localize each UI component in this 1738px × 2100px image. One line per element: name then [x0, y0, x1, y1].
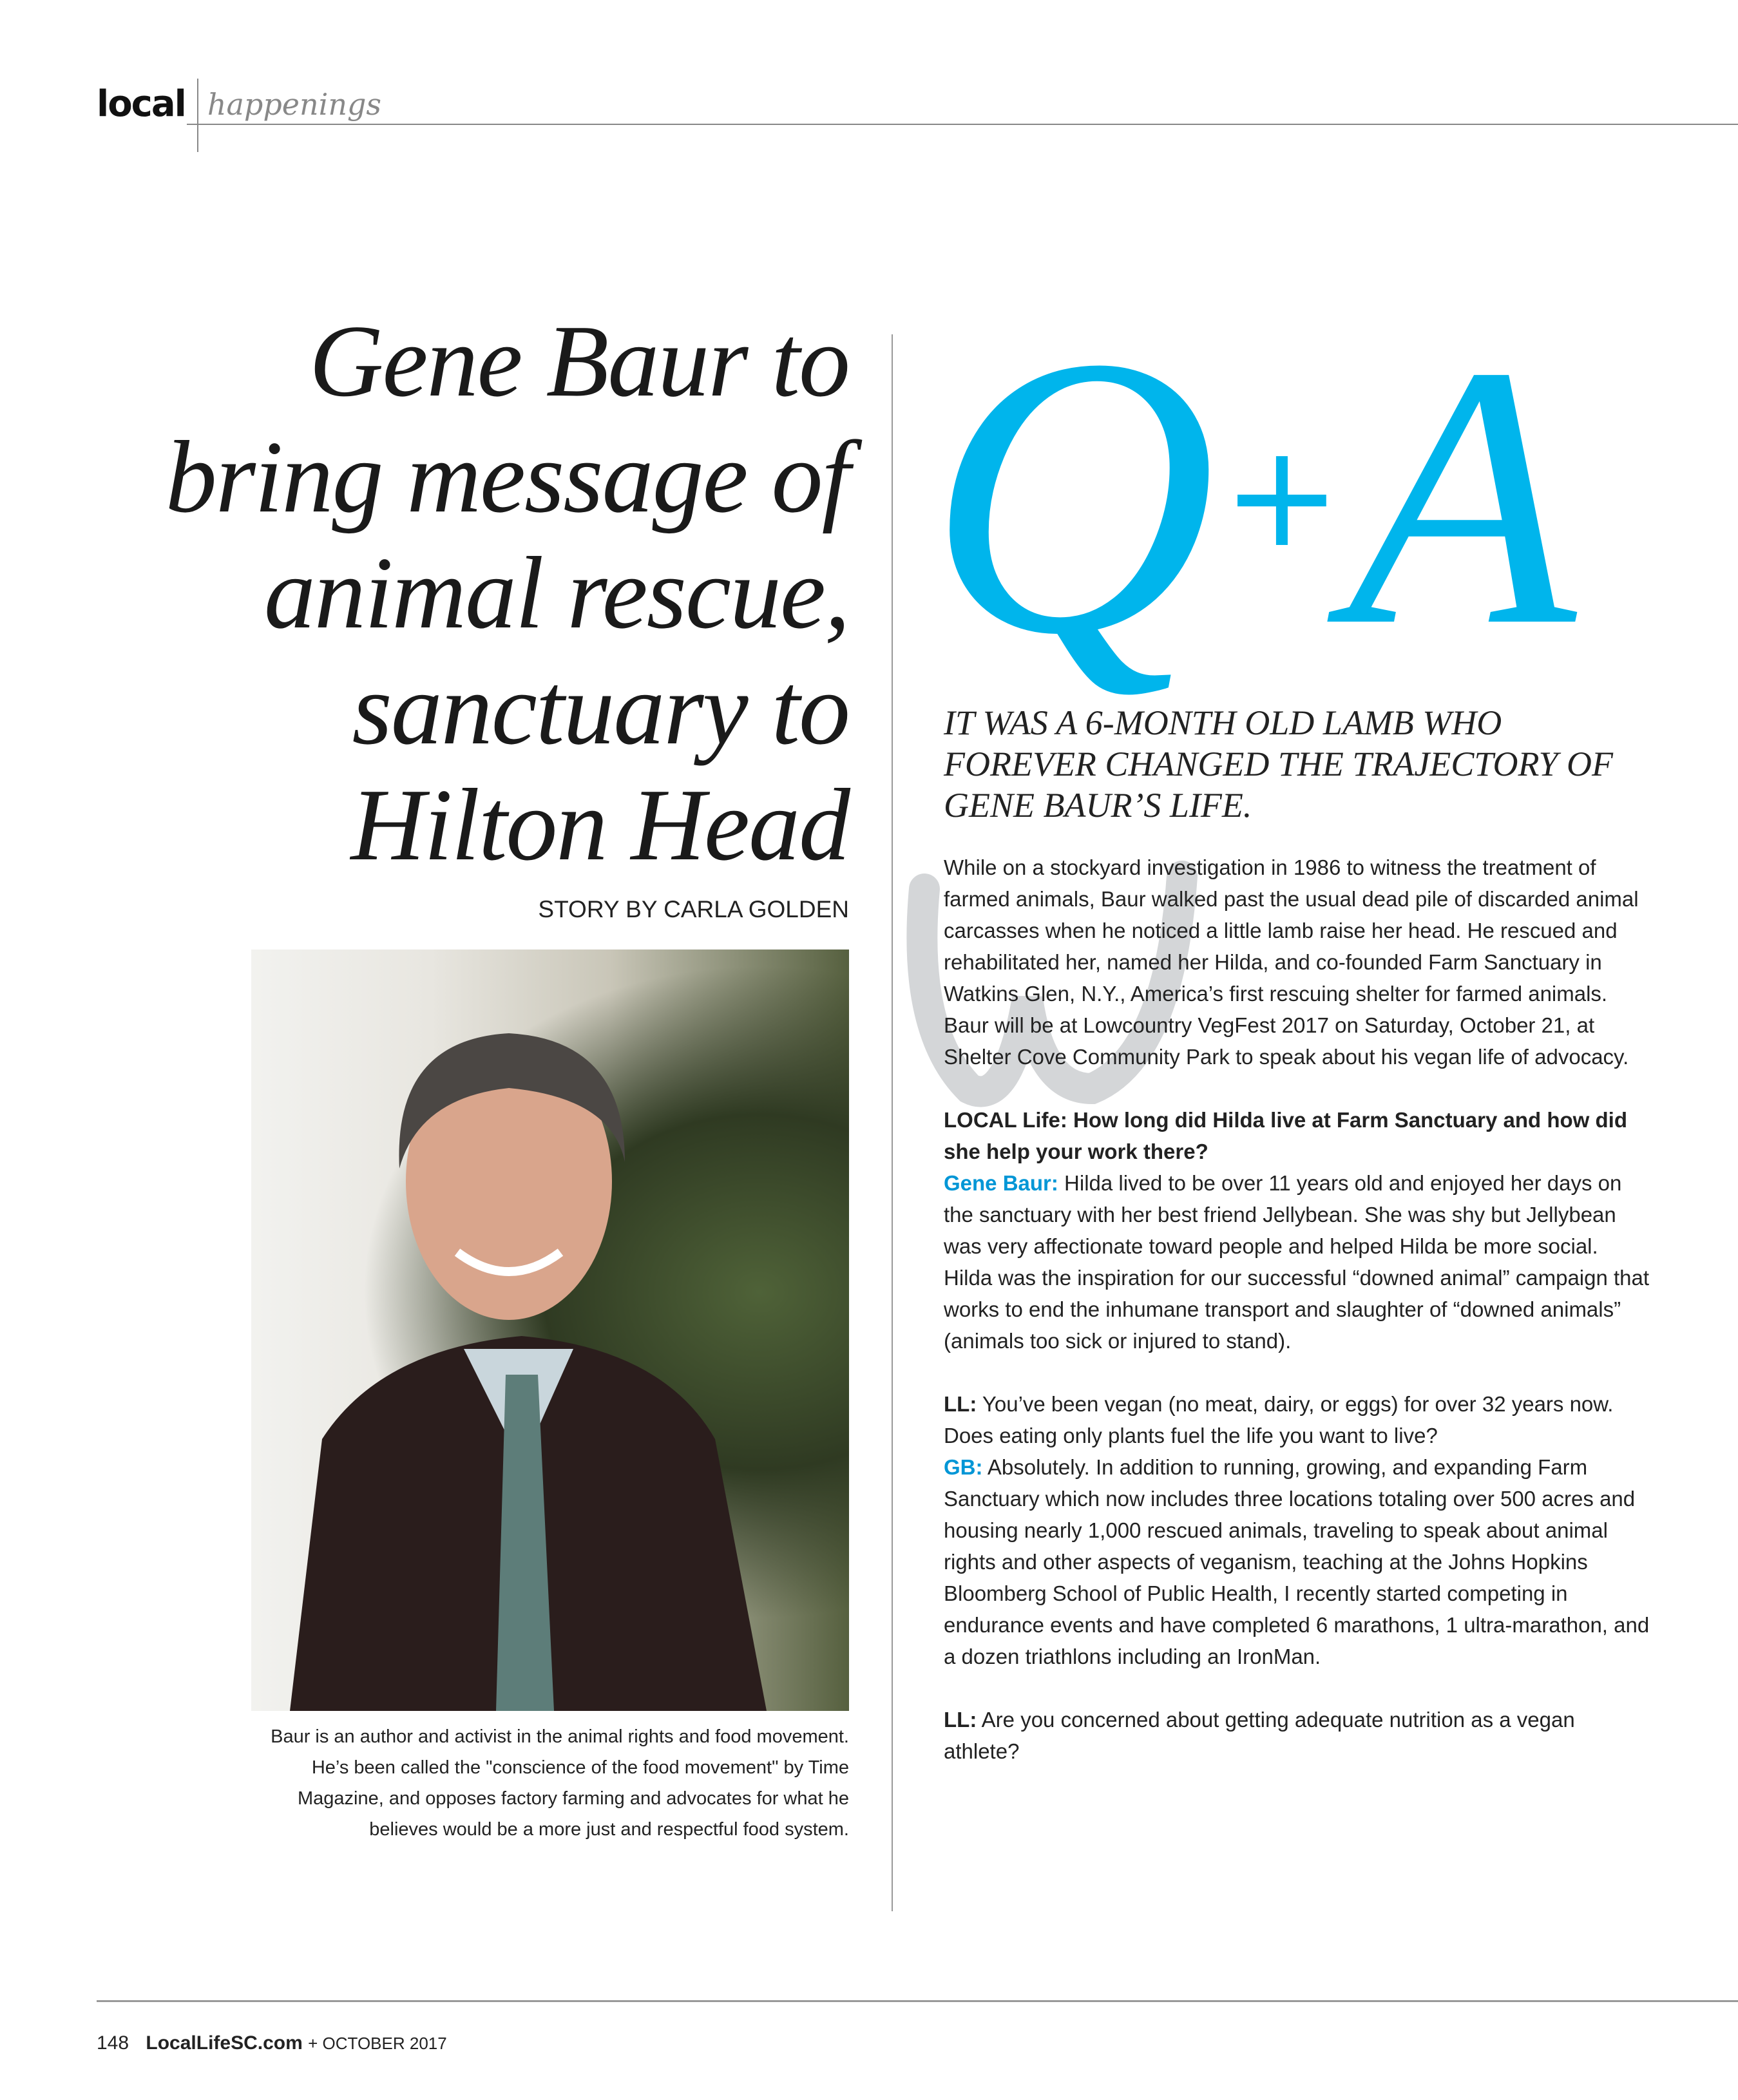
intro-paragraph: While on a stockyard investigation in 1986 to witness the treatment of farmed animals, Baur walked past the usual dead pile of discarded animal carcasses when he noticed a little lamb raise her head. He rescued and rehabilitated her, named her Hilda, and co-founded Farm Sanctuary in Watkins Glen, N.Y., America’s first rescuing shelter for farmed animals. Baur will be at Lowcountry VegFest 2017 on Saturday, October 21, at Shelter Cove Community Park to speak about his vegan life of advocacy. — [944, 855, 1639, 1069]
footer-date: + OCTOBER 2017 — [308, 2034, 447, 2053]
qa-heading — [928, 275, 1675, 717]
page-number: 148 — [97, 2032, 129, 2054]
answer-label: GB: — [944, 1455, 983, 1479]
qa-letter-q: Q — [928, 275, 1216, 717]
qa-block — [944, 1104, 1652, 1357]
section-header — [97, 79, 381, 124]
portrait-photo — [251, 950, 849, 1711]
footer-rule — [97, 2000, 1738, 2002]
question: LOCAL Life: How long did Hilda live at Farm Sanctuary and how did she help your work there? — [944, 1108, 1627, 1163]
header-rule — [187, 124, 1738, 125]
qa-block — [944, 1388, 1652, 1672]
section-logo-happenings: happenings — [207, 87, 382, 122]
section-logo-local: local — [97, 83, 186, 125]
portrait-illustration — [251, 950, 849, 1711]
article-body — [928, 852, 1652, 1799]
byline: STORY BY CARLA GOLDEN — [538, 896, 849, 922]
qa-block — [944, 1704, 1652, 1767]
qa-plus: + — [1222, 414, 1342, 578]
column-divider — [892, 334, 893, 1911]
answer-label: Gene Baur: — [944, 1171, 1058, 1195]
footer — [97, 2032, 447, 2054]
footer-site: LocalLifeSC.com — [146, 2032, 303, 2054]
photo-caption: Baur is an author and activist in the animal rights and food movement. He’s been called the "conscience of the food movement" by Time Magazine, and opposes factory farming and advocates for what he believes would be a more just and respectful food system. — [271, 1726, 849, 1840]
question-label: LL: — [944, 1708, 977, 1732]
question-label: LL: — [944, 1392, 977, 1416]
left-column — [97, 303, 849, 1845]
header-divider — [197, 79, 198, 152]
answer: Hilda lived to be over 11 years old and enjoyed her days on the sanctuary with her best friend Jellybean. She was shy but Jellybean was very affectionate toward people and helped Hilda be more social. Hilda was the inspiration for our successful “downed animal” campaign that works to end the inhumane transport and slaughter of “downed animals” (animals too sick or injured to stand). — [944, 1171, 1650, 1353]
article-deck: IT WAS A 6-MONTH OLD LAMB WHO FOREVER CHANGED THE TRAJECTORY OF GENE BAUR’S LIFE. — [944, 703, 1613, 825]
right-column — [928, 275, 1675, 1799]
article-title: Gene Baur to bring message of animal rescue, sanctuary to Hilton Head — [165, 303, 849, 882]
qa-letter-a: A — [1348, 289, 1576, 703]
question: Are you concerned about getting adequate nutrition as a vegan athlete? — [944, 1708, 1575, 1763]
answer: Absolutely. In addition to running, growing, and expanding Farm Sanctuary which now includes three locations totaling over 500 acres and housing nearly 1,000 rescued animals, traveling to speak about animal rights and other aspects of veganism, teaching at the Johns Hopkins Bloomberg School of Public Health, I recently started competing in endurance events and have completed 6 marathons, 1 ultra-marathon, and a dozen triathlons including an IronMan. — [944, 1455, 1650, 1668]
question: You’ve been vegan (no meat, dairy, or eggs) for over 32 years now. Does eating only plants fuel the life you want to live? — [944, 1392, 1614, 1447]
